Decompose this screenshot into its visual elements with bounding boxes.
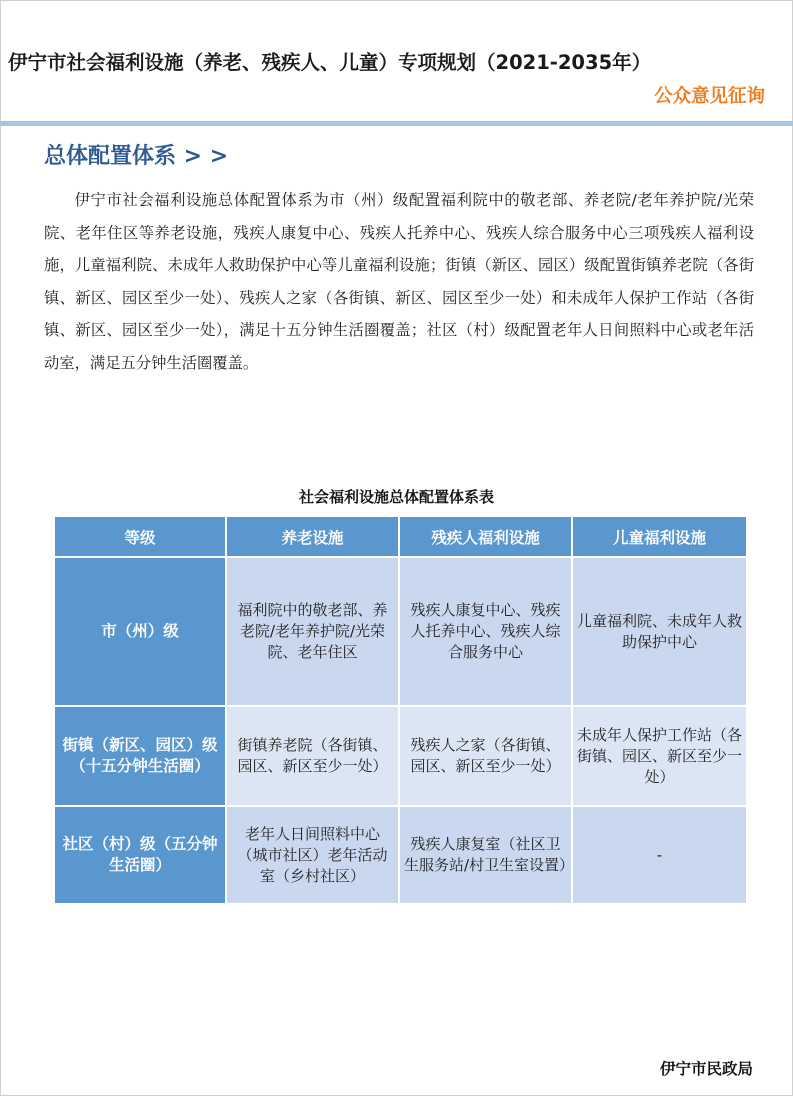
cell-elderly: 老年人日间照料中心（城市社区）老年活动室（乡村社区） — [227, 807, 398, 903]
table-header-row — [55, 517, 746, 556]
header-children: 儿童福利设施 — [573, 517, 746, 556]
cell-disabled: 残疾人康复室（社区卫生服务站/村卫生室设置） — [400, 807, 571, 903]
table-caption: 社会福利设施总体配置体系表 — [298, 488, 494, 506]
header-level: 等级 — [55, 517, 225, 556]
cell-children: 未成年人保护工作站（各街镇、园区、新区至少一处） — [573, 707, 746, 805]
config-table — [53, 515, 748, 905]
cell-disabled: 残疾人康复中心、残疾人托养中心、残疾人综合服务中心 — [400, 558, 571, 705]
header-divider — [0, 121, 793, 126]
footer-organization: 伊宁市民政局 — [659, 1060, 753, 1078]
cell-elderly: 街镇养老院（各街镇、园区、新区至少一处） — [227, 707, 398, 805]
header-elderly: 养老设施 — [227, 517, 398, 556]
cell-children: 儿童福利院、未成年人救助保护中心 — [573, 558, 746, 705]
cell-disabled: 残疾人之家（各街镇、园区、新区至少一处） — [400, 707, 571, 805]
section-paragraph: 伊宁市社会福利设施总体配置体系为市（州）级配置福利院中的敬老部、养老院/老年养护院/光荣院、老年住区等养老设施，残疾人康复中心、残疾人托养中心、残疾人综合服务中心三项残疾人福利设施，儿童福利院、未成年人救助保护中心等儿童福利设施；街镇（新区、园区）级配置街镇养老院（各街镇、新区、园区至少一处）、残疾人之家（各街镇、新区、园区至少一处）和未成年人保护工作站（各街镇、新区、园区至少一处），满足十五分钟生活圈覆盖；社区（村）级配置老年人日间照料中心或老年活动室，满足五分钟生活圈覆盖。 — [44, 191, 754, 372]
row-level: 街镇（新区、园区）级（十五分钟生活圈） — [55, 707, 225, 805]
table-row — [55, 807, 746, 903]
table-row — [55, 558, 746, 705]
header-disabled: 残疾人福利设施 — [400, 517, 571, 556]
section-title: 总体配置体系 > > — [44, 144, 229, 169]
document-title: 伊宁市社会福利设施（养老、残疾人、儿童）专项规划（2021-2035年） — [8, 51, 652, 74]
status-label: 公众意见征询 — [653, 86, 765, 107]
cell-elderly: 福利院中的敬老部、养老院/老年养护院/光荣院、老年住区 — [227, 558, 398, 705]
table-row — [55, 707, 746, 805]
cell-children: - — [573, 807, 746, 903]
row-level: 市（州）级 — [55, 558, 225, 705]
row-level: 社区（村）级（五分钟生活圈） — [55, 807, 225, 903]
